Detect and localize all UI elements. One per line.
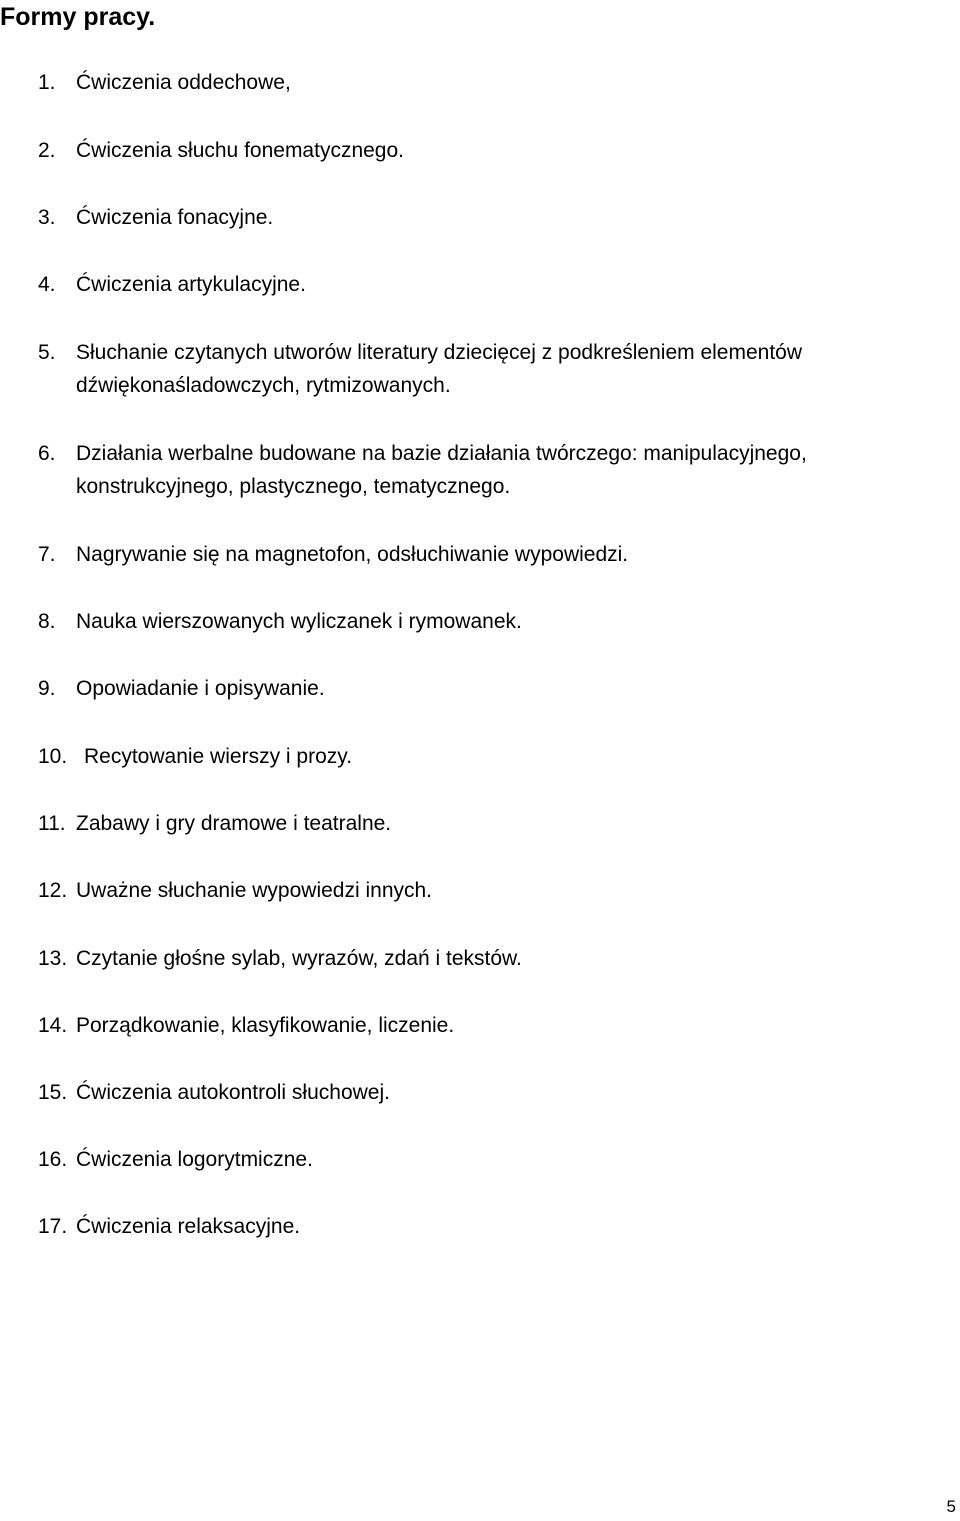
list-item-number: 4. — [38, 273, 56, 296]
list-item-text: Nauka wierszowanych wyliczanek i rymowanek. — [76, 610, 522, 633]
list-item-number: 14. — [38, 1014, 68, 1037]
list-item-number: 3. — [38, 206, 56, 229]
list-item-number: 12. — [38, 879, 68, 902]
list-item-number: 5. — [38, 341, 56, 364]
list-item-number: 13. — [38, 947, 68, 970]
list-item-number: 16. — [38, 1148, 68, 1171]
list-item-text: Słuchanie czytanych utworów literatury dziecięcej z podkreśleniem elementów dźwiękonaśladowczych, rytmizowanych. — [76, 341, 803, 397]
list-item-text: Działania werbalne budowane na bazie działania twórczego: manipulacyjnego, konstrukcyjnego, plastycznego, tematycznego. — [76, 442, 807, 498]
list-item-number: 9. — [38, 677, 56, 700]
list-item-number: 10. — [38, 745, 68, 768]
list-item-text: Ćwiczenia relaksacyjne. — [76, 1215, 301, 1238]
list-item-text: Ćwiczenia słuchu fonematycznego. — [76, 139, 405, 162]
list-item-number: 17. — [38, 1215, 68, 1238]
list-item-text: Uważne słuchanie wypowiedzi innych. — [76, 879, 433, 902]
list-item-text: Ćwiczenia oddechowe, — [76, 71, 291, 94]
list-item-text: Porządkowanie, klasyfikowanie, liczenie. — [76, 1014, 455, 1037]
list-item-number: 11. — [38, 812, 66, 835]
list-item-text: Zabawy i gry dramowe i teatralne. — [76, 812, 392, 835]
list-item-number: 1. — [38, 71, 56, 94]
list-item-number: 15. — [38, 1081, 68, 1104]
list-item-number: 7. — [38, 543, 56, 566]
page-number: 5 — [946, 1497, 956, 1516]
list-item-text: Ćwiczenia artykulacyjne. — [76, 273, 306, 296]
list-item-text: Recytowanie wierszy i prozy. — [84, 745, 353, 768]
list-item-text: Nagrywanie się na magnetofon, odsłuchiwanie wypowiedzi. — [76, 543, 629, 566]
list-item-number: 8. — [38, 610, 56, 633]
page-title: Formy pracy. — [0, 3, 156, 31]
list-item-text: Ćwiczenia logorytmiczne. — [76, 1148, 313, 1171]
list-item-text: Ćwiczenia fonacyjne. — [76, 206, 274, 229]
list-item-number: 6. — [38, 442, 56, 465]
list-item-text: Ćwiczenia autokontroli słuchowej. — [76, 1081, 390, 1104]
list-item-text: Czytanie głośne sylab, wyrazów, zdań i tekstów. — [76, 947, 522, 970]
list-item-number: 2. — [38, 139, 56, 162]
list-item-text: Opowiadanie i opisywanie. — [76, 677, 325, 700]
